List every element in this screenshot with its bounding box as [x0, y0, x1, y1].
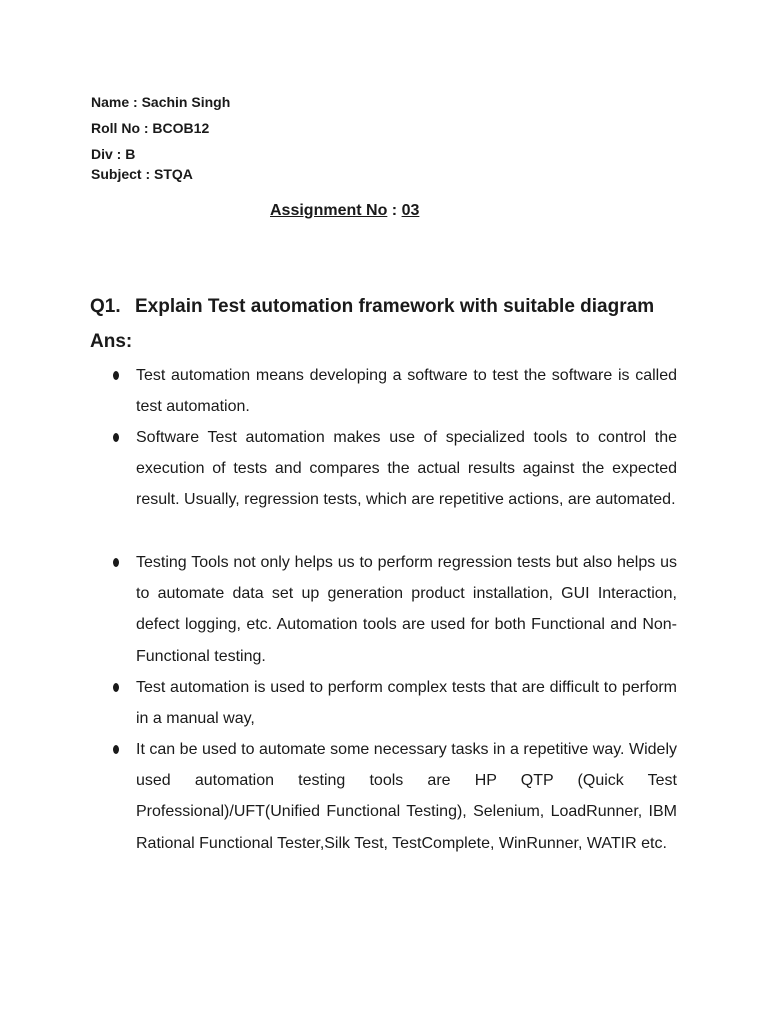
bullet-icon — [113, 558, 119, 567]
bullet-icon — [113, 371, 119, 380]
answer-label: Ans: — [90, 331, 133, 352]
question-heading — [90, 296, 654, 318]
assignment-heading — [270, 202, 419, 220]
list-item-text: Software Test automation makes use of specialized tools to control the execution of tests and compares the actual results against the expected result. Usually, regression tests, which are repetitive actions, are automated. — [136, 429, 677, 509]
list-item-text: Test automation means developing a software to test the software is called test automation. — [136, 367, 677, 416]
assignment-number: 03 — [401, 202, 420, 219]
list-item-text: It can be used to automate some necessary tasks in a repetitive way. Widely used automation testing tools are HP QTP (Quick Test Professional)/UFT(Unified Functional Testing), Selenium, LoadRunner, IBM Rational Functional Tester,Silk Test, TestComplete, WinRunner, WATIR etc. — [136, 741, 677, 852]
bullet-icon — [113, 433, 119, 442]
question-text: Explain Test automation framework with suitable diagram — [135, 296, 655, 317]
bullet-icon — [113, 745, 119, 754]
assignment-separator: : — [391, 202, 398, 219]
student-name-line: Name : Sachin Singh — [91, 94, 231, 110]
division-line: Div : B — [91, 146, 136, 162]
question-number: Q1. — [90, 296, 121, 317]
list-item-text: Test automation is used to perform complex tests that are difficult to perform in a manual way, — [136, 679, 677, 728]
subject-line: Subject : STQA — [91, 166, 193, 182]
roll-number-line: Roll No : BCOB12 — [91, 120, 210, 136]
bullet-icon — [113, 683, 119, 692]
assignment-label: Assignment No — [270, 202, 388, 219]
list-item-text: Testing Tools not only helps us to perform regression tests but also helps us to automate data set up generation product installation, GUI Interaction, defect logging, etc. Automation tools are used for both Functional and Non-Functional testing. — [136, 554, 677, 665]
